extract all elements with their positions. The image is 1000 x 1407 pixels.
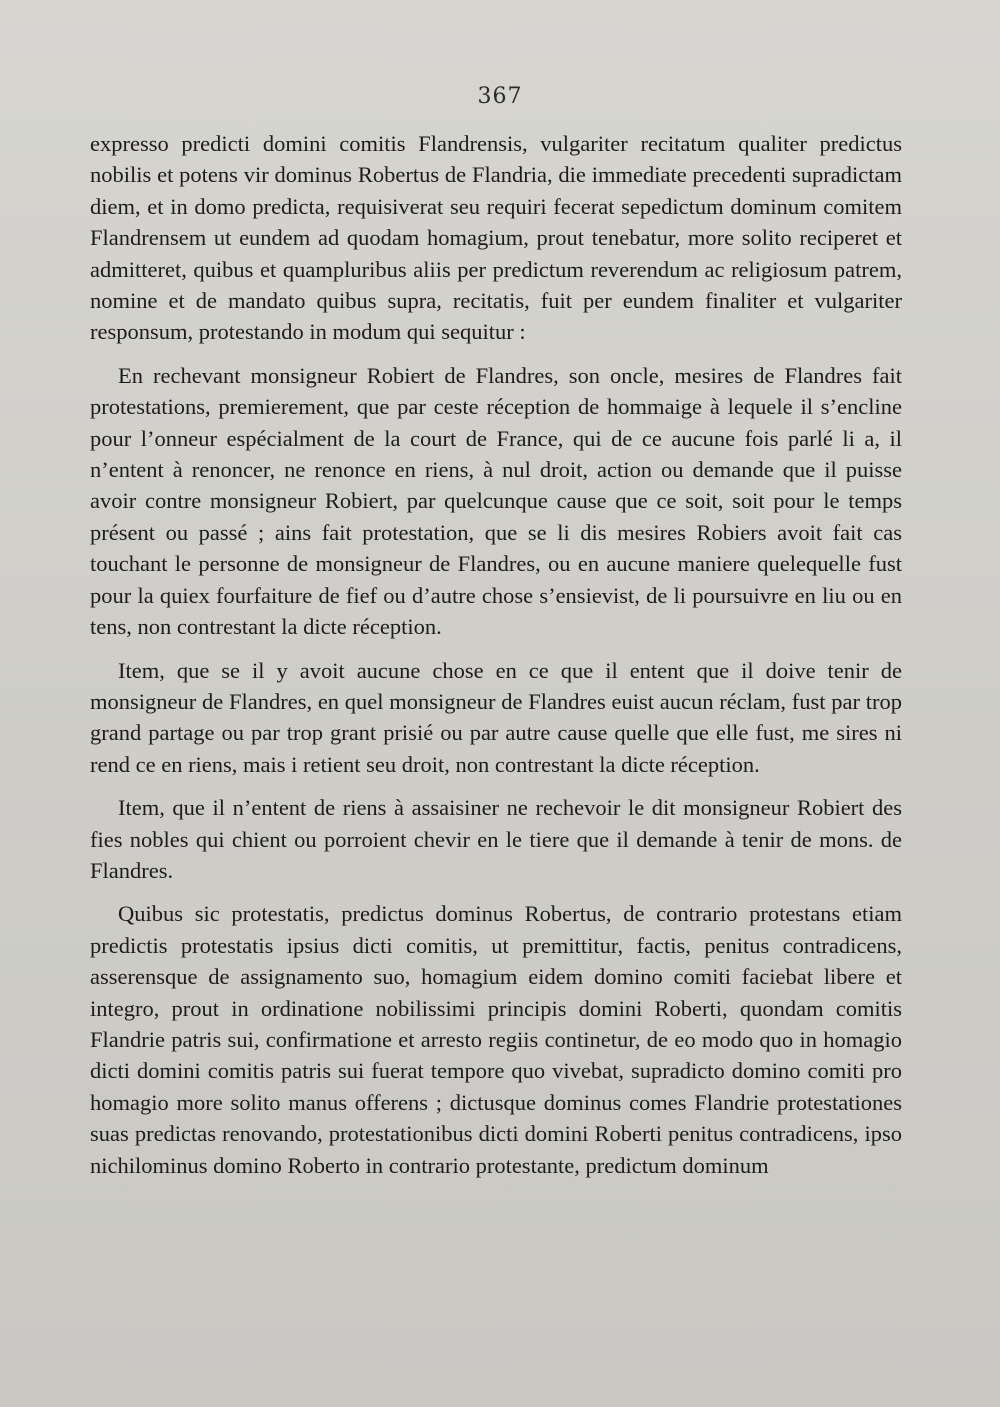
body-text xyxy=(90,128,902,1193)
paragraph-4: Item, que il n’entent de riens à assaisiner ne rechevoir le dit monsigneur Robiert des fies nobles qui chient ou porroient chevir en le tiere que il demande à tenir de mons. de Flandres. xyxy=(90,795,902,883)
paragraph-2: En rechevant monsigneur Robiert de Flandres, son oncle, mesires de Flandres fait protestations, premierement, que par ceste réception de hommaige à lequele il s’encline pour l’onneur espécialment de la court de France, qui de ce aucune fois parlé li a, il n’entent à renoncer, ne renonce en riens, à nul droit, action ou demande que il puisse avoir contre monsigneur Robiert, par quelcunque cause que ce soit, soit pour le temps présent ou passé ; ains fait protestation, que se li dis mesires Robiers avoit fait cas touchant le personne de monsigneur de Flandres, ou en aucune maniere quelequelle fust pour la quiex fourfaiture de fief ou d’autre chose s’ensievist, de li poursuivre en liu ou en tens, non contrestant la dicte réception. xyxy=(90,362,902,640)
paragraph-1: expresso predicti domini comitis Flandrensis, vulgariter recitatum qualiter predictus nobilis et potens vir dominus Robertus de Flandria, die immediate precedenti supradictam diem, et in domo predicta, requisiverat seu requiri fecerat sepedictum dominum comitem Flandrensem ut eundem ad quodam homagium, prout tenebatur, more solito reciperet et admitteret, quibus et quampluribus aliis per predictum reverendum ac religiosum patrem, nomine et de mandato quibus supra, recitatis, fuit per eundem finaliter et vulgariter responsum, protestando in modum qui sequitur : xyxy=(90,131,902,345)
paragraph-3: Item, que se il y avoit aucune chose en ce que il entent que il doive tenir de monsigneur de Flandres, en quel monsigneur de Flandres euist aucun réclam, fust par trop grand partage ou par trop grant prisié ou par autre cause quelle que elle fust, me sires ni rend ce en riens, mais i retient seu droit, non contrestant la dicte réception. xyxy=(90,657,902,777)
page-number: 367 xyxy=(477,84,523,109)
paragraph-5: Quibus sic protestatis, predictus dominus Robertus, de contrario protestans etiam predictis protestatis ipsius dicti comitis, ut premittitur, factis, penitus contradicens, asserensque de assignamento suo, homagium eidem domino comiti faciebat libere et integro, prout in ordinatione nobilissimi principis domini Roberti, quondam comitis Flandrie patris sui, confirmatione et arresto regiis continetur, de eo modo quo in homagio dicti domini comitis patris sui fuerat tempore quo vivebat, supradicto domino comiti pro homagio more solito manus offerens ; dictusque dominus comes Flandrie protestationes suas predictas renovando, protestationibus dicti domini Roberti penitus contradicens, ipso nichilominus domino Roberto in contrario protestante, predictum dominum xyxy=(90,901,902,1178)
